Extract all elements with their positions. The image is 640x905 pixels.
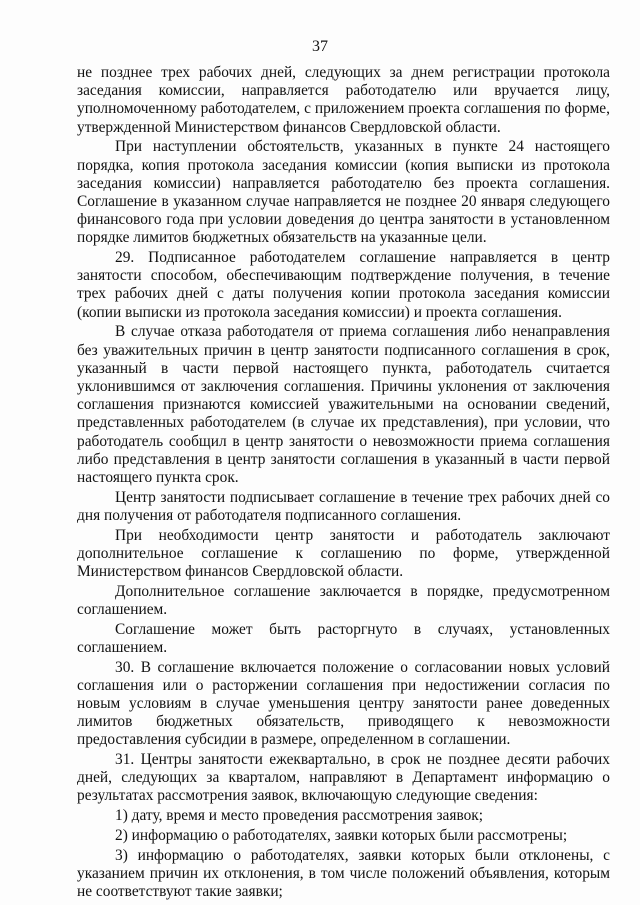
paragraph: При наступлении обстоятельств, указанных в пункте 24 настоящего порядка, копия протокола заседания комиссии (копия выписки из протокола заседания комиссии) направляется работодателю без проекта соглашения. Соглашение в указанном случае направляется не позднее 20 января следующего финансового года при условии доведения до центра занятости в установленном порядке лимитов бюджетных обязательств на указанные цели.	[77, 138, 610, 247]
paragraph: В случае отказа работодателя от приема соглашения либо ненаправления без уважительных причин в центр занятости подписанного соглашения в срок, указанный в части первой настоящего пункта, работодатель считается уклонившимся от заключения соглашения. Причины уклонения от заключения соглашения признаются комиссией уважительными на основании сведений, представленных работодателем (в случае их представления), при условии, что работодатель сообщил в центр занятости о невозможности приема соглашения либо представления в центр занятости соглашения в указанный в части первой настоящего пункта срок.	[77, 323, 610, 486]
document-body	[77, 64, 610, 903]
paragraph: При необходимости центр занятости и работодатель заключают дополнительное соглашение к соглашению по форме, утвержденной Министерством финансов Свердловской области.	[77, 526, 610, 580]
list-item: 2) информацию о работодателях, заявки которых были рассмотрены;	[115, 826, 568, 844]
page-number: 37	[312, 38, 328, 55]
paragraph-continuation: не позднее трех рабочих дней, следующих за днем регистрации протокола заседания комиссии, направляется работодателю или вручается лицу, уполномоченному работодателем, с приложением проекта соглашения по форме, утвержденной Министерством финансов Свердловской области.	[77, 64, 610, 136]
paragraph: Соглашение может быть расторгнуто в случаях, установленных соглашением.	[77, 620, 610, 656]
paragraph-clause-31: 31. Центры занятости ежеквартально, в срок не позднее десяти рабочих дней, следующих за кварталом, направляют в Департамент информацию о результатах рассмотрения заявок, включающую следующие сведения:	[77, 751, 610, 805]
list-item: 1) дату, время и место проведения рассмотрения заявок;	[115, 807, 484, 825]
paragraph-clause-30: 30. В соглашение включается положение о согласовании новых условий соглашения или о расторжении соглашения при недостижении согласия по новым условиям в случае уменьшения центру занятости ранее доведенных лимитов бюджетных обязательств, приводящего к невозможности предоставления субсидии в размере, определенном в соглашении.	[77, 658, 610, 749]
list-item: 3) информацию о работодателях, заявки которых были отклонены, с указанием причин их отклонения, в том числе положений объявления, которым не соответствуют такие заявки;	[77, 846, 610, 900]
paragraph: Дополнительное соглашение заключается в порядке, предусмотренном соглашением.	[77, 582, 610, 618]
paragraph-clause-29: 29. Подписанное работодателем соглашение направляется в центр занятости способом, обеспечивающим подтверждение получения, в течение трех рабочих дней с даты получения копии протокола заседания комиссии (копии выписки из протокола заседания комиссии) и проекта соглашения.	[77, 249, 610, 321]
paragraph: Центр занятости подписывает соглашение в течение трех рабочих дней со дня получения от работодателя подписанного соглашения.	[77, 488, 610, 524]
